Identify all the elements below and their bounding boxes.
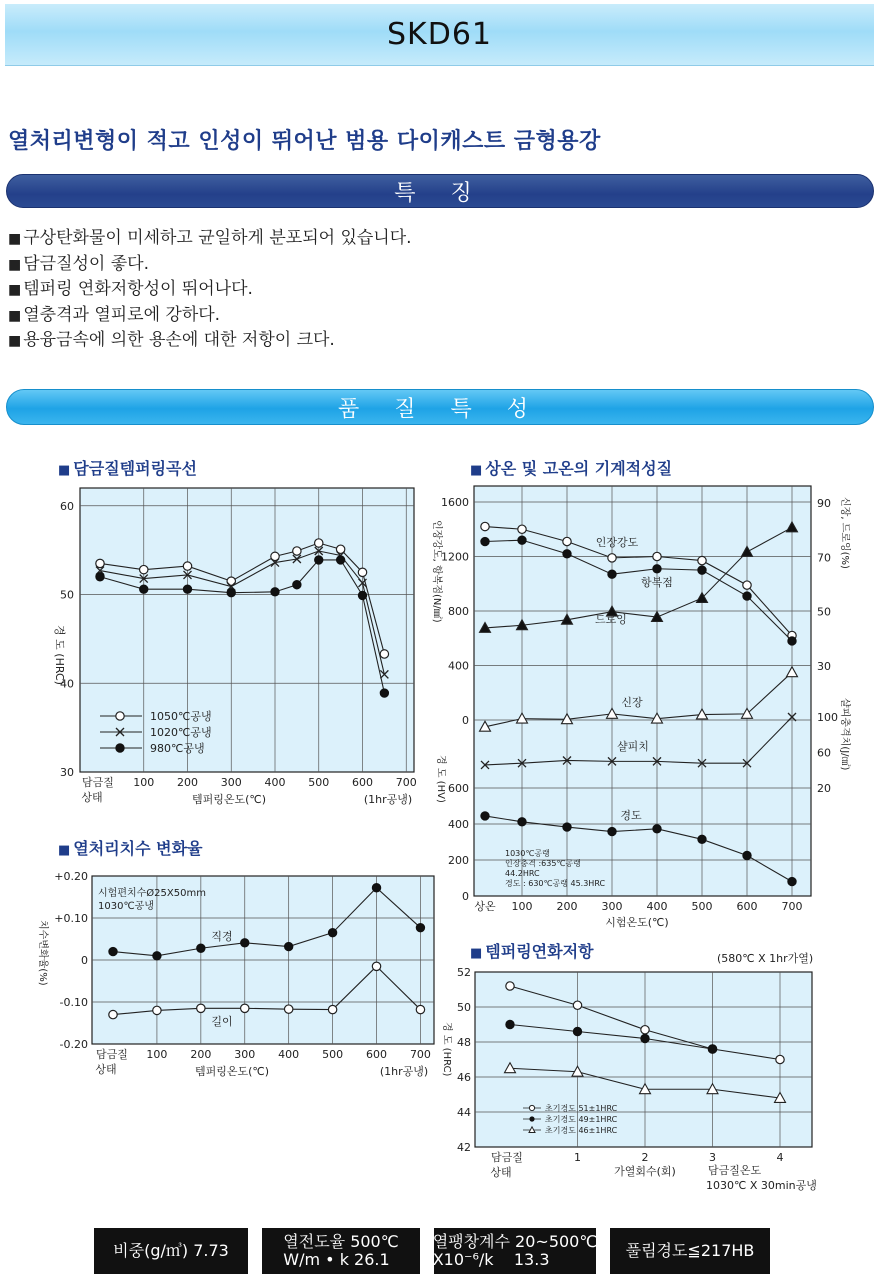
tempering-series-2-point (271, 588, 279, 596)
mechanical-series-label: 인장강도 (595, 536, 639, 549)
dimension-series-1-point (284, 1005, 292, 1013)
softening-x-end-label: 담금질온도 (708, 1164, 762, 1177)
tempering-plot-area (80, 488, 414, 772)
softening-series-1-point (641, 1034, 649, 1042)
softening-y-tick: 46 (457, 1071, 471, 1084)
chart-title-softening-resistance: ■ 템퍼링연화저항 (470, 939, 594, 962)
tempering-x-tick: 700 (395, 776, 417, 789)
mechanical-y-tick-left: 400 (448, 659, 469, 673)
softening-y-axis-label: 경 도 (HRC) (441, 1022, 452, 1077)
tempering-legend-label: 1020℃공냉 (150, 726, 212, 739)
spec-density (94, 1228, 248, 1274)
mechanical-annotation: 인장충격 :635℃공랭 (505, 859, 581, 868)
mechanical-y-tick-right: 90 (817, 497, 831, 510)
tempering-series-2-point (183, 585, 191, 593)
softening-legend-marker (529, 1105, 534, 1110)
feature-item: ■ 담금질성이 좋다. (8, 252, 412, 278)
dimension-series-1-point (241, 1004, 249, 1012)
mechanical-series-1-point (743, 592, 751, 600)
mechanical-y-axis-label-right: 신장, 드로잉(%) (839, 497, 850, 569)
spec-expansion-line2: X10⁻⁶/k 13.3 (432, 1250, 550, 1269)
mechanical-series-5-point (743, 851, 751, 859)
dimension-series-0-point (241, 939, 249, 947)
dimension-x-tick: 600 (366, 1048, 388, 1061)
dimension-x-tick: 700 (409, 1048, 431, 1061)
mechanical-series-5-point (698, 835, 706, 843)
tempering-series-2-point (96, 573, 104, 581)
mechanical-plot-area (474, 486, 811, 896)
tempering-series-2-point (315, 556, 323, 564)
mechanical-annotation: 경도 : 630℃공랭 45.3HRC (505, 879, 606, 888)
spec-annealed-hardness (610, 1228, 770, 1274)
mechanical-x-tick: 상온 (474, 900, 496, 913)
tempering-x-tick: 400 (264, 776, 286, 789)
quality-header: 품 질 특 성 (6, 389, 874, 425)
tempering-x-tick: 100 (133, 776, 155, 789)
softening-x-note-top: (580℃ X 1hr가열) (717, 952, 814, 965)
tempering-y-tick: 60 (60, 499, 74, 513)
chart-title-mechanical-properties: ■ 상온 및 고온의 기계적성질 (470, 456, 672, 479)
dimension-series-1-point (109, 1010, 117, 1018)
chart-title-dimension-change: ■ 열처리치수 변화율 (58, 836, 203, 859)
mechanical-series-5-point (608, 827, 616, 835)
mechanical-x-tick: 300 (601, 900, 623, 913)
softening-series-1-point (506, 1020, 514, 1028)
tempering-x-tick: 600 (352, 776, 373, 789)
tempering-series-0-point (315, 539, 323, 547)
tempering-series-0-point (96, 559, 104, 567)
product-subtitle: 열처리변형이 적고 인성이 뛰어난 범용 다이캐스트 금형용강 (8, 129, 601, 154)
softening-y-tick: 44 (457, 1106, 471, 1119)
features-header: 특 징 (6, 174, 874, 208)
tempering-series-0-point (293, 547, 301, 555)
mechanical-series-5-point (653, 825, 661, 833)
mechanical-y-tick-right: 20 (817, 782, 831, 795)
tempering-x-tick: 500 (308, 776, 330, 789)
mechanical-series-0-point (653, 552, 661, 560)
mechanical-x-tick: 200 (556, 900, 578, 913)
mechanical-y-tick-left: 200 (448, 854, 469, 867)
softening-legend-label: 초기경도 49±1HRC (545, 1115, 618, 1124)
mechanical-series-label: 드로잉 (595, 613, 627, 626)
tempering-series-2-point (293, 581, 301, 589)
mechanical-series-1-point (481, 537, 489, 545)
mechanical-series-1-point (698, 566, 706, 574)
mechanical-y-axis-label-right-mid: 샬피충격치(J/㎠) (839, 698, 850, 771)
dimension-x-tick: 500 (322, 1048, 344, 1061)
dimension-series-label: 길이 (211, 1015, 233, 1028)
dimension-y-tick: 0 (81, 954, 88, 967)
spec-annealed-text: 풀림경도≦217HB (625, 1241, 755, 1260)
dimension-x-tick: 300 (234, 1048, 256, 1061)
mechanical-series-0-point (698, 556, 706, 564)
mechanical-y-tick-left: 0 (462, 890, 469, 903)
tempering-y-tick: 40 (60, 677, 74, 691)
tempering-x-tick: 200 (177, 776, 198, 789)
chart-title-tempering-curve: ■ 담금질템퍼링곡선 (58, 456, 197, 479)
softening-legend-label: 초기경도 46±1HRC (545, 1126, 618, 1135)
tempering-series-0-point (140, 565, 148, 573)
spec-expansion-line1: 열팽창계수 20~500℃ (432, 1232, 598, 1251)
softening-x-end-label: 1030℃ X 30min공냉 (706, 1179, 817, 1192)
mechanical-annotation: 44.2HRC (505, 869, 540, 878)
tempering-series-2-point (380, 689, 388, 697)
tempering-x-axis-label: 템퍼링온도(℃) (191, 793, 267, 806)
tempering-y-tick: 30 (60, 766, 74, 779)
dimension-annotation: 시험편치수Ø25X50mm (98, 888, 206, 899)
softening-x-start-label: 담금질 (491, 1151, 523, 1164)
softening-x-start-label: 상태 (490, 1166, 512, 1179)
mechanical-series-label: 경도 (620, 809, 642, 822)
dimension-series-1-point (153, 1006, 161, 1014)
spec-thermal-line2: W/m • k 26.1 (283, 1250, 390, 1269)
feature-item: ■ 템퍼링 연화저항성이 뛰어나다. (8, 277, 412, 303)
mechanical-series-5-point (563, 823, 571, 831)
spec-density-text: 비중(g/㎥) 7.73 (113, 1241, 229, 1260)
softening-y-tick: 42 (457, 1141, 471, 1154)
mechanical-series-5-point (518, 818, 526, 826)
mechanical-series-5-point (788, 877, 796, 885)
dimension-x-start-label: 담금질 (96, 1048, 128, 1061)
mechanical-x-tick: 600 (736, 900, 758, 913)
spec-thermal-expansion (434, 1228, 596, 1274)
dimension-y-tick: -0.10 (59, 996, 88, 1009)
mechanical-y-tick-right: 100 (817, 711, 838, 724)
dimension-series-1-point (416, 1005, 424, 1013)
dimension-y-tick: +0.10 (54, 912, 88, 925)
feature-item: ■ 용융금속에 의한 용손에 대한 저항이 크다. (8, 328, 412, 354)
mechanical-y-tick-right: 70 (817, 551, 831, 565)
spec-thermal-conductivity (262, 1228, 420, 1274)
dimension-x-start-label: 상태 (95, 1063, 117, 1076)
dimension-x-axis-label: 템퍼링온도(℃) (194, 1065, 270, 1078)
mechanical-series-1-point (608, 570, 616, 578)
softening-series-0-point (506, 982, 514, 990)
mechanical-series-0-point (743, 581, 751, 589)
tempering-series-0-point (358, 568, 366, 576)
softening-legend-label: 초기경도 51±1HRC (545, 1104, 618, 1113)
softening-series-1-point (708, 1045, 716, 1053)
tempering-series-0-point (380, 650, 388, 658)
softening-x-tick: 2 (641, 1151, 649, 1164)
mechanical-y-tick-left: 1600 (441, 496, 469, 509)
softening-plot-area (475, 972, 812, 1147)
mechanical-y-tick-left: 1200 (441, 550, 469, 564)
dimension-y-axis-label: 치수변화율(%) (37, 920, 48, 986)
tempering-legend-marker (116, 744, 124, 752)
dimension-series-1-point (328, 1005, 336, 1013)
feature-item: ■ 열충격과 열피로에 강하다. (8, 303, 412, 329)
dimension-x-tick: 400 (278, 1048, 300, 1061)
mechanical-y-tick-right: 30 (817, 660, 831, 673)
dimension-series-0-point (284, 942, 292, 950)
mechanical-series-1-point (563, 550, 571, 558)
mechanical-series-0-point (481, 522, 489, 530)
mechanical-series-0-point (563, 537, 571, 545)
mechanical-series-5-point (481, 812, 489, 820)
tempering-x-note: (1hr공냉) (363, 793, 413, 806)
tempering-series-2-point (140, 585, 148, 593)
mechanical-y-axis-label-left: 인장강도, 항복점(N/㎟) (431, 520, 442, 623)
dimension-y-tick: +0.20 (54, 870, 88, 883)
tempering-series-2-point (336, 556, 344, 564)
dimension-series-0-point (109, 947, 117, 955)
dimension-series-0-point (153, 952, 161, 960)
tempering-x-start-label: 담금질 (82, 776, 114, 789)
mechanical-x-axis-label: 시험온도(℃) (605, 916, 669, 929)
mechanical-y-tick-left: 800 (448, 605, 469, 618)
softening-series-1-point (573, 1027, 581, 1035)
mechanical-series-1-point (788, 637, 796, 645)
softening-series-0-point (573, 1001, 581, 1009)
mechanical-x-tick: 700 (781, 900, 803, 913)
dimension-series-label: 직경 (211, 930, 233, 943)
mechanical-series-label: 샬피치 (617, 740, 649, 753)
softening-y-tick: 48 (457, 1036, 471, 1049)
mechanical-x-tick: 500 (691, 900, 713, 913)
mechanical-series-1-point (653, 565, 661, 573)
dimension-x-note: (1hr공냉) (379, 1065, 429, 1078)
spec-thermal-line1: 열전도율 500℃ (283, 1232, 399, 1251)
mechanical-series-0-point (518, 525, 526, 533)
mechanical-y-tick-left: 400 (448, 818, 469, 831)
mechanical-series-0-point (608, 554, 616, 562)
dimension-series-1-point (372, 962, 380, 970)
mechanical-y-tick-right: 50 (817, 605, 831, 619)
softening-x-tick: 3 (709, 1151, 716, 1164)
tempering-y-axis-label: 경 도 (HRC) (53, 625, 66, 685)
mechanical-y-tick-left: 0 (462, 714, 469, 727)
feature-item: ■ 구상탄화물이 미세하고 균일하게 분포되어 있습니다. (8, 226, 412, 252)
dimension-series-0-point (416, 923, 424, 931)
tempering-series-0-point (183, 562, 191, 570)
softening-legend-marker (529, 1116, 534, 1121)
mechanical-y-axis-label-left-bottom: 경 도 (HV) (435, 755, 446, 803)
tempering-legend-label: 1050℃공냉 (150, 710, 212, 723)
mechanical-series-label: 신장 (621, 696, 643, 709)
mechanical-y-tick-right: 60 (817, 746, 831, 760)
tempering-series-2-point (358, 591, 366, 599)
softening-series-0-point (776, 1055, 784, 1063)
tempering-series-2-point (227, 589, 235, 597)
mechanical-y-tick-left: 600 (448, 782, 469, 795)
mechanical-x-tick: 100 (511, 900, 533, 913)
tempering-legend-marker (116, 712, 124, 720)
page-title: SKD61 (387, 17, 492, 52)
tempering-y-tick: 50 (60, 588, 74, 602)
tempering-legend-label: 980℃공냉 (150, 742, 205, 755)
softening-x-tick: 1 (574, 1151, 581, 1164)
softening-x-tick: 4 (776, 1151, 784, 1164)
softening-series-0-point (641, 1026, 649, 1034)
softening-y-tick: 52 (457, 966, 471, 979)
mechanical-annotation: 1030℃공랭 (505, 849, 550, 858)
mechanical-x-tick: 400 (646, 900, 668, 913)
dimension-series-0-point (328, 929, 336, 937)
dimension-y-tick: -0.20 (59, 1038, 88, 1051)
dimension-series-0-point (372, 884, 380, 892)
tempering-x-start-label: 상태 (81, 791, 103, 804)
dimension-series-1-point (197, 1004, 205, 1012)
dimension-x-tick: 200 (190, 1048, 212, 1061)
mechanical-series-1-point (518, 536, 526, 544)
softening-x-axis-label: 가열회수(회) (614, 1165, 676, 1178)
softening-y-tick: 50 (457, 1001, 471, 1014)
dimension-series-0-point (197, 944, 205, 952)
tempering-x-tick: 300 (220, 776, 242, 789)
dimension-annotation: 1030℃공냉 (98, 901, 154, 912)
dimension-x-tick: 100 (146, 1048, 168, 1061)
mechanical-series-label: 항복점 (641, 576, 673, 589)
